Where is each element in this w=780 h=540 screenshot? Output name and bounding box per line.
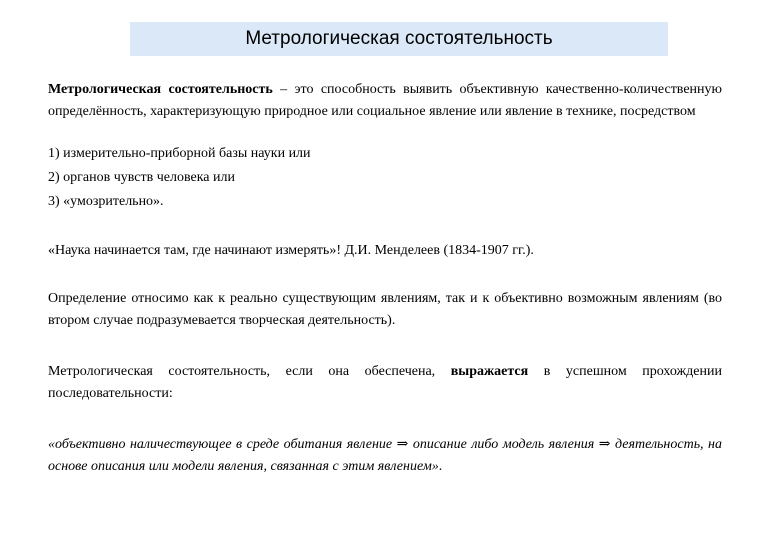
page-title: Метрологическая состоятельность bbox=[245, 28, 553, 49]
mendeleev-quote: «Наука начинается там, где начинают измерять»! Д.И. Менделеев (1834-1907 гг.). bbox=[48, 243, 534, 258]
expression-keyword: выражается bbox=[450, 364, 529, 379]
applicability-paragraph: Определение относимо как к реально существующим явлениям, так и к объективно возможным явлениям (во втором случае подразумевается творческая деятельность). bbox=[48, 291, 722, 328]
sequence-end: . bbox=[438, 459, 443, 474]
list-item: 3) «умозрительно». bbox=[48, 194, 164, 209]
list-item: 1) измерительно-приборной базы науки или bbox=[48, 146, 311, 161]
means-list bbox=[48, 142, 722, 214]
expression-text-before: Метрологическая состоятельность, если она обеспечена, bbox=[48, 364, 451, 379]
document-body bbox=[48, 79, 722, 478]
definition-paragraph bbox=[48, 79, 722, 123]
title-banner bbox=[130, 22, 668, 56]
definition-text: – это способность выявить объективную качественно-количественную определённость, характеризующую природное или социальное явление или явление в технике, посредством bbox=[48, 82, 722, 119]
expression-text-after: в успешном прохождении последовательности: bbox=[48, 364, 722, 401]
list-item: 2) органов чувств человека или bbox=[48, 170, 235, 185]
expression-paragraph bbox=[48, 361, 722, 405]
definition-term: Метрологическая состоятельность bbox=[48, 82, 273, 97]
sequence-paragraph bbox=[48, 434, 722, 478]
sequence-text: «объективно наличествующее в среде обитания явление ⇒ описание либо модель явления ⇒ деятельность, на основе описания или модели явления, связанная с этим явлением» bbox=[48, 437, 722, 474]
